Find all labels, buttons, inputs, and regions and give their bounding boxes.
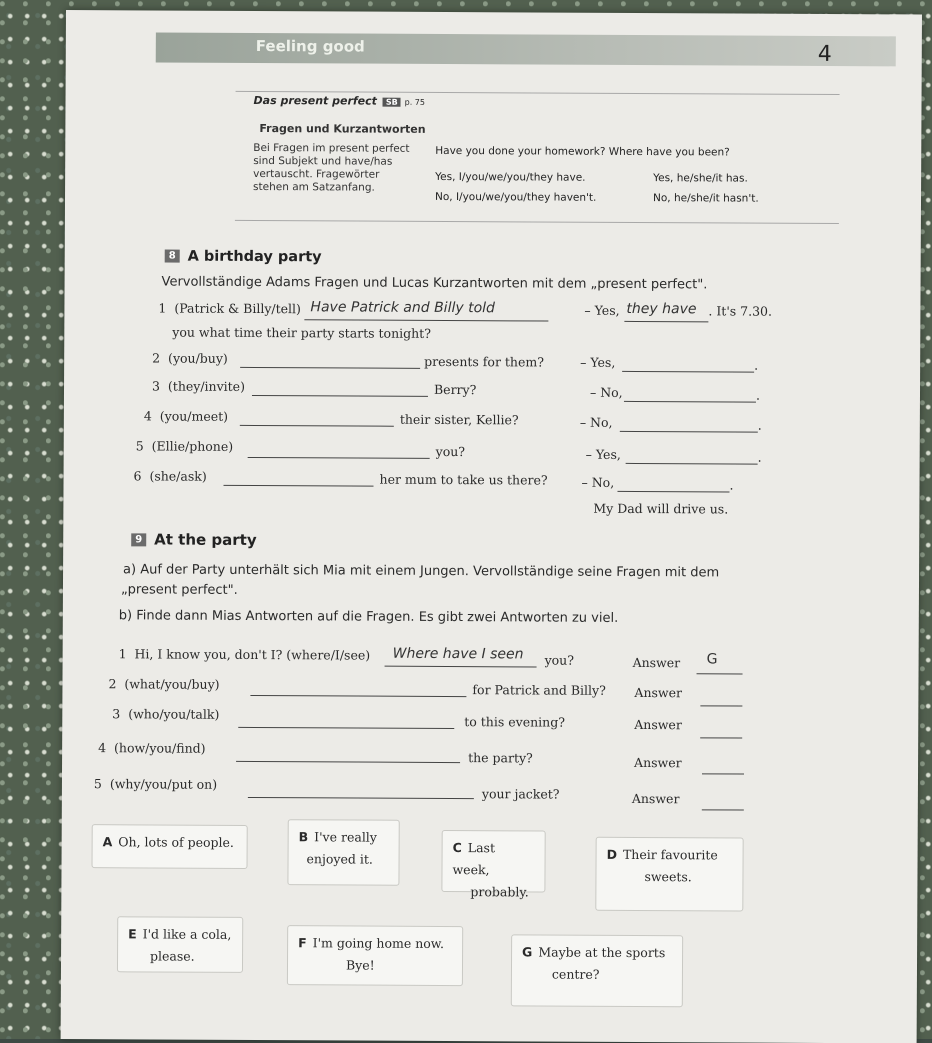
bubble-letter: C [452,840,462,856]
rule-line: vertauscht. Fragewörter [253,167,380,181]
bubble-text: centre? [551,966,600,982]
item-number: 2 [152,350,161,366]
example-no-plural: No, I/you/we/you/they haven't. [434,190,597,204]
reply-blank[interactable] [617,491,729,493]
answer-blank[interactable] [385,666,537,668]
reply-end: . [757,417,762,433]
item-cue: (why/you/put on) [109,776,218,792]
bubble-text: Their favourite [622,846,718,863]
reply-start: – Yes, [584,302,620,318]
rule-line: sind Subjekt und have/has [253,154,393,168]
exercise-9-instruction-b: b) Finde dann Mias Antworten auf die Fragen. Es gibt zwei Antworten zu viel. [118,608,619,626]
answer-bubble-d [595,837,743,912]
grammar-subtitle: Fragen und Kurzantworten [259,122,426,136]
ex9-item-2 [108,676,219,692]
grammar-title [253,94,425,108]
handwritten-answer: Where have I seen [392,645,524,663]
handwritten-letter: G [706,651,718,668]
item-number: 2 [108,676,117,692]
reply-end: . [755,387,761,403]
reply-end: . [757,449,762,465]
reply-blank[interactable] [622,371,754,373]
reply-blank[interactable] [620,431,758,433]
answer-label: Answer [634,716,682,733]
exercise-8-instruction: Vervollständige Adams Fragen und Lucas Kurzantworten mit dem „present perfect". [161,274,708,293]
ex8-item-4 [144,408,228,423]
reply-end: . [754,357,759,373]
answer-blank[interactable] [248,797,474,799]
answer-label: Answer [631,790,680,807]
answer-blank[interactable] [238,727,454,729]
item-continuation: My Dad will drive us. [593,500,729,517]
ex9-item-5 [94,776,217,792]
letter-blank[interactable] [700,705,742,706]
rule-line: Bei Fragen im present perfect [253,141,410,155]
answer-bubble-c [441,830,545,900]
item-number: 1 [158,300,167,316]
item-cue: (Patrick & Billy/tell) [174,300,301,317]
exercise-title: At the party [154,530,257,550]
bubble-letter: D [606,846,618,862]
reply-blank[interactable] [624,321,708,322]
item-cue: (she/ask) [149,468,207,484]
answer-label: Answer [634,684,683,701]
item-middle: to this evening? [464,714,565,730]
answer-blank[interactable] [240,367,420,369]
exercise-title: A birthday party [187,248,322,266]
item-continuation: you what time their party starts tonight? [172,324,431,341]
answer-blank[interactable] [224,485,374,487]
bubble-letter: G [522,944,533,960]
item-cue: Hi, I know you, don't I? (where/I/see) [134,646,371,663]
bubble-letter: B [298,829,309,845]
reply-start: – No, [579,414,613,430]
exercise-9-heading [131,530,257,549]
answer-label: Answer [632,654,681,671]
bubble-text: please. [150,948,195,964]
answer-blank[interactable] [250,695,466,697]
answer-blank[interactable] [240,425,394,427]
reply-end: . [729,477,734,493]
item-middle: the party? [468,750,533,766]
ex8-item-6 [134,468,207,483]
item-number: 4 [143,408,152,424]
ex9-item-4 [98,740,205,756]
exercise-9-instruction-a-cont: „present perfect". [120,582,238,598]
bubble-text: sweets. [644,869,692,885]
bubble-text: Bye! [345,957,375,973]
rule-line: stehen am Satzanfang. [253,180,375,194]
reply-start: – Yes, [580,354,616,370]
bubble-text: I've really [314,829,377,845]
bubble-text: Last week, [452,840,496,878]
ex9-item-3 [112,706,219,722]
item-number: 6 [133,468,142,484]
item-number: 4 [98,740,107,756]
item-number: 3 [112,706,121,722]
item-cue: (what/you/buy) [124,676,220,692]
answer-blank[interactable] [252,395,428,397]
reply-start: – No, [581,474,615,490]
ex8-item-2 [152,350,228,365]
item-middle: for Patrick and Billy? [472,682,606,698]
answer-bubble-e [117,916,243,973]
exercise-9-instruction-a: a) Auf der Party unterhält sich Mia mit einem Jungen. Vervollständige seine Fragen mit dem [123,562,720,581]
bubble-text: probably. [470,884,529,900]
item-cue: (you/buy) [168,350,228,366]
example-question: Have you done your homework? Where have you been? [435,144,730,159]
bubble-text: Maybe at the sports [538,944,666,961]
answer-blank[interactable] [248,457,430,459]
item-middle: Berry? [433,381,477,398]
worksheet-page [61,10,922,1043]
bubble-letter: F [298,935,307,951]
bubble-text: I'm going home now. [312,935,445,951]
exercise-number: 9 [131,533,146,546]
bubble-letter: A [102,834,113,850]
item-middle: you? [544,652,574,668]
item-cue: (how/you/find) [114,740,206,756]
letter-blank[interactable] [700,737,742,738]
answer-blank[interactable] [304,319,548,321]
handwritten-reply: they have [626,300,697,318]
page-reference: p. 75 [404,97,425,107]
answer-label: Answer [634,754,682,771]
reply-blank[interactable] [624,401,756,403]
grammar-rule [253,142,421,195]
item-number: 1 [118,646,127,662]
ex8-item-3 [152,378,245,393]
item-middle: their sister, Kellie? [399,411,519,428]
ex8-item-5 [136,438,233,454]
item-number: 5 [93,776,102,792]
reply-end: . It's 7.30. [708,303,773,319]
reply-start: – No, [589,384,623,400]
letter-blank[interactable] [697,673,743,674]
bubble-text: enjoyed it. [306,851,373,867]
bubble-letter: E [128,926,137,942]
example-no-singular: No, he/she/it hasn't. [652,192,759,205]
reply-blank[interactable] [626,463,758,465]
bubble-text: I'd like a cola, [142,926,232,942]
unit-title: Feeling good [255,36,365,56]
answer-blank[interactable] [236,761,460,763]
item-middle: her mum to take us there? [379,471,548,488]
example-yes-singular: Yes, he/she/it has. [653,172,748,185]
letter-blank[interactable] [702,773,744,774]
example-yes-plural: Yes, I/you/we/you/they have. [435,170,586,184]
item-cue: (you/meet) [159,408,229,424]
item-cue: (Ellie/phone) [151,438,234,454]
bubble-text: Oh, lots of people. [118,834,234,850]
exercise-8-heading [165,249,322,266]
handwritten-answer: Have Patrick and Billy told [310,299,495,317]
item-cue: (who/you/talk) [128,706,220,722]
sb-badge: SB [383,98,401,107]
item-cue: (they/invite) [167,378,246,394]
ex9-item-1 [119,646,371,662]
item-middle: your jacket? [481,786,560,802]
item-number: 5 [135,438,144,454]
page-number: 4 [817,41,832,68]
grammar-box [235,91,840,224]
answer-bubble-b [287,819,399,886]
item-number: 3 [151,378,161,394]
exercise-number: 8 [165,250,180,263]
item-middle: you? [435,443,466,460]
answer-bubble-g [511,934,683,1007]
grammar-title-text: Das present perfect [253,93,377,108]
reply-start: – Yes, [585,446,621,462]
answer-bubble-f [287,925,463,986]
letter-blank[interactable] [702,809,744,810]
answer-bubble-a [92,824,248,869]
item-middle: presents for them? [424,353,544,370]
ex8-item-1 [158,300,301,316]
